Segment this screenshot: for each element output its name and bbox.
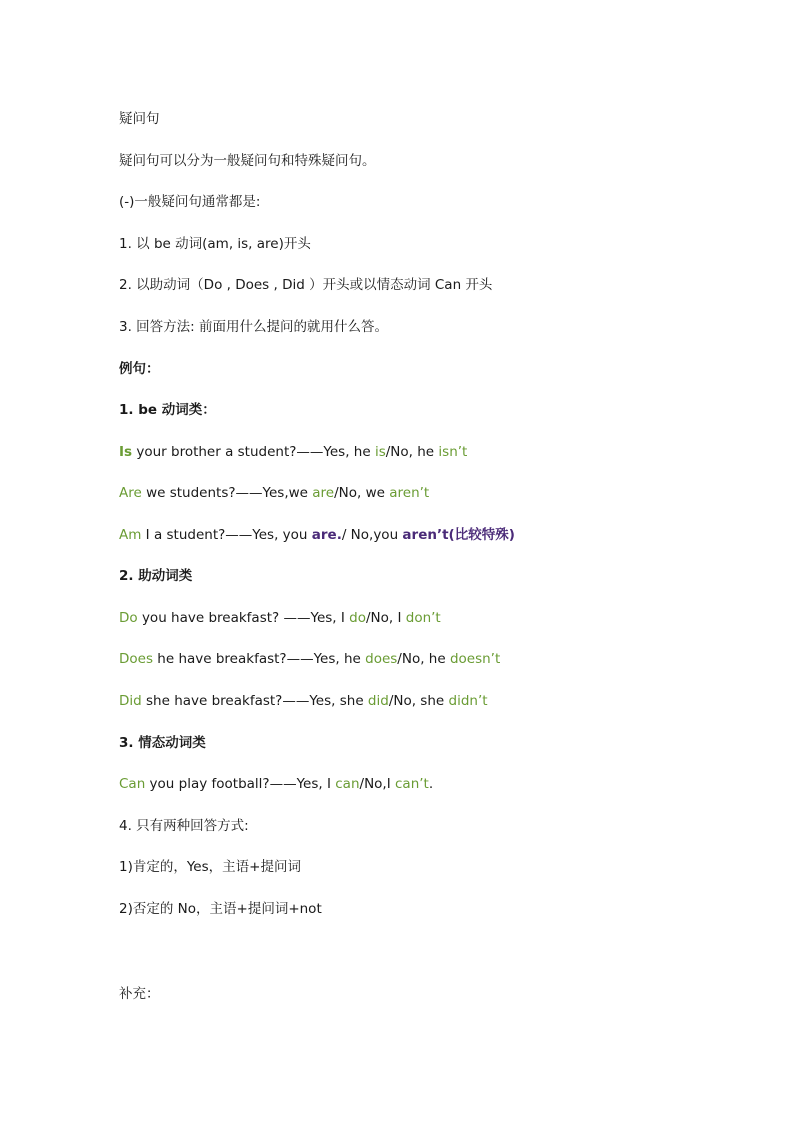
question-word: Do [119,610,138,626]
yes-word: are [312,485,335,501]
example-aux-1 [119,609,441,627]
no-word: can’t [395,776,429,792]
rule-3: 3. 回答方法: 前面用什么提问的就用什么答。 [119,319,389,335]
yes-word: did [367,693,389,709]
example-text: /No, he [397,651,450,667]
no-word: didn’t [448,693,488,709]
example-aux-2 [119,650,500,668]
doc-title: 疑问句 [119,111,160,127]
example-text: we students?——Yes,we [141,485,313,501]
question-word: Did [119,693,142,709]
question-word: Is [119,444,133,460]
example-text: / No,you [341,527,403,543]
yes-word: is [374,444,386,460]
question-word: Does [119,651,153,667]
yes-word: do [349,610,366,626]
example-text: your brother a student?——Yes, he [132,444,375,460]
question-word: Am [119,527,142,543]
question-word: Can [119,776,146,792]
example-be-2 [119,484,429,502]
no-word: doesn’t [449,651,501,667]
no-word: aren’t(比较特殊) [402,527,515,543]
no-word: isn’t [438,444,468,460]
be-verb-heading: 1. be 动词类： [119,402,216,418]
example-text: /No, we [334,485,390,501]
example-text: you play football?——Yes, I [145,776,336,792]
yes-word: can [335,776,360,792]
modal-verb-heading: 3. 情态动词类 [119,735,206,751]
yes-word: are. [311,527,342,543]
example-text: /No, she [388,693,449,709]
example-modal-1 [119,775,433,793]
examples-heading: 例句： [119,361,160,377]
question-word: Are [119,485,142,501]
rule-2: 2. 以助动词（Do , Does , Did ）开头或以情态动词 Can 开头 [119,277,493,293]
example-text: . [428,776,434,792]
example-text: she have breakfast?——Yes, she [141,693,368,709]
yes-word: does [365,651,398,667]
example-text: he have breakfast?——Yes, he [153,651,366,667]
section-heading: (-)一般疑问句通常都是: [119,194,261,210]
example-text: you have breakfast? ——Yes, I [137,610,350,626]
answer-negative: 2)否定的 No，主语+提问词+not [119,901,322,917]
intro-text: 疑问句可以分为一般疑问句和特殊疑问句。 [119,153,376,169]
rule-1: 1. 以 be 动词(am, is, are)开头 [119,236,311,252]
example-text: /No, he [385,444,439,460]
no-word: aren’t [389,485,430,501]
supplement-heading: 补充： [119,986,160,1002]
rule-4: 4. 只有两种回答方式: [119,818,249,834]
example-text: /No, I [365,610,406,626]
no-word: don’t [405,610,441,626]
example-aux-3 [119,692,488,710]
example-be-3 [119,526,515,544]
example-text: /No,I [359,776,395,792]
answer-positive: 1)肯定的，Yes，主语+提问词 [119,859,301,875]
example-text: I a student?——Yes, you [141,527,312,543]
aux-verb-heading: 2. 助动词类 [119,568,193,584]
example-be-1 [119,443,467,461]
